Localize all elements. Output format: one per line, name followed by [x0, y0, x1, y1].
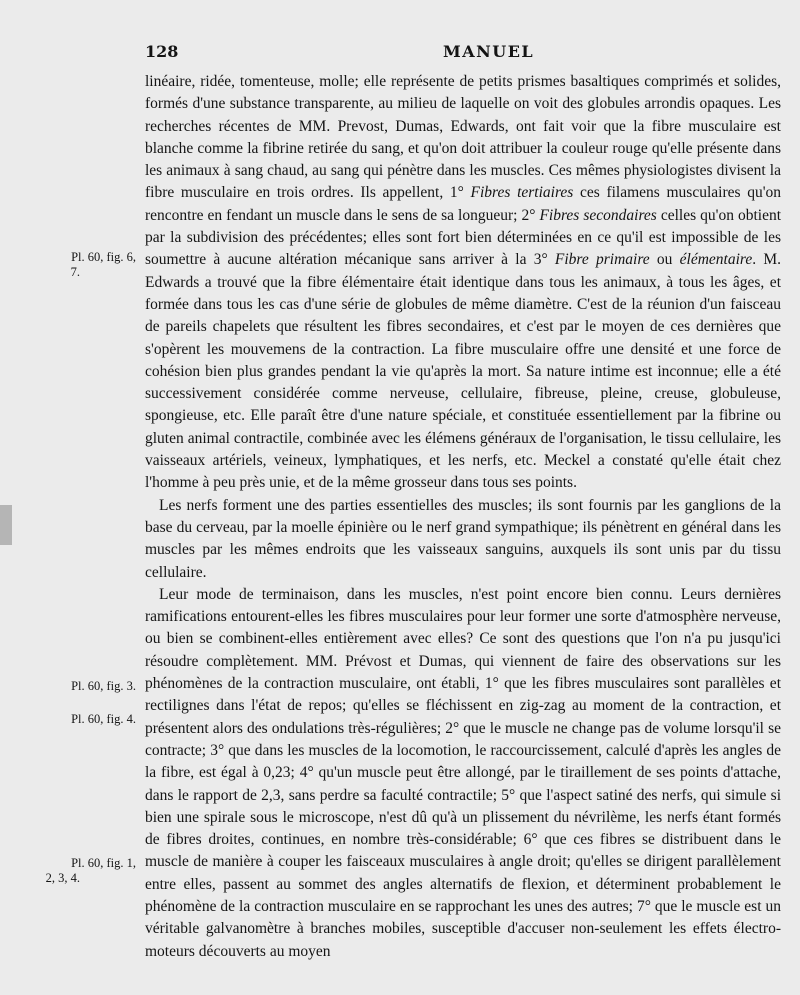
margin-note-line: Pl. 60, fig. 6,	[71, 250, 136, 264]
italic-term: élémentaire	[679, 251, 753, 269]
margin-note-plate-ref	[6, 250, 136, 280]
paragraph-text: . M. Edwards a trouvé que la fibre élémentaire était identique dans tous les animaux, à tous les âges, et formée dans tous les cas d'une série de globules de même diamètre. C'est de la réunion d'un faisceau de pareils chapelets que résultent les fibres secondaires, et c'est par le moyen de ces dernières que s'opèrent les mouvemens de la contraction. La fibre musculaire offre une densité et une force de cohésion bien plus grandes pendant la vie qu'après la mort. Sa nature intime est inconnue; elle a été successivement considérée comme nerveuse, cellulaire, fibreuse, pleine, creuse, globuleuse, spongieuse, etc. Elle paraît être d'une nature spéciale, et constituée essentiellement par la fibrine ou gluten animal contractile, combinée avec les élémens généraux de l'organisation, le tissu cellulaire, les vaisseaux artériels, veineux, lymphatiques, et les nerfs, etc. Meckel a constaté qu'elle était chez l'homme à peu près unie, et de la même grosseur dans tous ses points.	[145, 251, 781, 492]
margin-note-line: 7.	[70, 265, 80, 279]
paragraph-text: linéaire, ridée, tomenteuse, molle; elle représente de petits prismes basaltiques comprimés et solides, formés d'une substance transparente, au milieu de laquelle on voit des globules arrondis opaques. Les recherches récentes de MM. Prevost, Dumas, Edwards, ont fait voir que la fibre musculaire est blanche comme la fibrine retirée du sang, et qu'on doit attribuer la couleur rouge qu'elle présente dans les animaux à sang chaud, au sang qui pénètre dans les muscles. Ces mêmes physiologistes divisent la fibre musculaire en trois ordres. Ils appellent, 1°	[145, 73, 781, 202]
running-head: MANUEL	[443, 42, 535, 61]
margin-note-plate-ref	[6, 679, 136, 694]
margin-note-line: 2, 3, 4.	[45, 871, 80, 885]
margin-note-plate-ref	[6, 712, 136, 727]
margin-note-line: Pl. 60, fig. 4.	[71, 712, 136, 726]
body-paragraph	[145, 495, 781, 584]
paragraph-text: Leur mode de terminaison, dans les muscles, n'est point encore bien connu. Leurs dernières ramifications entourent-elles les fibres musculaires pour leur former une sorte d'atmosphère nerveuse, ou bien se combinent-elles entièrement avec elles? Ce sont des questions que l'on n'a pu jusqu'ici résoudre complètement. MM. Prévost et Dumas, qui viennent de faire des observations sur les phénomènes de la contraction musculaire, ont établi, 1° que les fibres musculaires sont parallèles et rectilignes dans l'état de repos; qu'elles se fléchissent en zig-zag au moment de la contraction, et présentent alors des ondulations très-régulières; 2° que le muscle ne change pas de volume lorsqu'il se contracte; 3° que dans les muscles de la locomotion, le raccourcissement, calculé d'après les angles de la fibre, est égal à 0,23; 4° qu'un muscle peut être allongé, par le tiraillement de ses points d'attache, dans le rapport de 2,3, sans perdre sa faculté contractile; 5° que l'aspect satiné des nerfs, qui simule si bien une spirale sous le microscope, n'est dû qu'à un plissement du névrilème, les nerfs étant formés de fibres droites, continues, en nombre très-considérable; 6° que ces fibres se distribuent dans le muscle de manière à couper les faisceaux musculaires à angle droit; qu'elles se dirigent parallèlement entre elles, passent au sommet des angles alternatifs de flexion, et déterminent probablement le phénomène de la contraction musculaire en se rapprochant les unes des autres; 7° que le muscle est un véritable galvanomètre à branches mobiles, susceptible d'accuser non-seulement les effets électro-moteurs découverts au moyen	[145, 585, 781, 960]
body-paragraph	[145, 71, 781, 495]
paragraph-text: ou	[649, 251, 680, 269]
italic-term: Fibres tertiaires	[470, 184, 574, 202]
body-text	[145, 71, 781, 963]
page-number: 128	[145, 42, 179, 61]
page-edge-smudge	[0, 505, 12, 545]
paragraph-text: celles qu'on obtient par la subdivision des précédentes; elles sont fort bien déterminées en ce qu'il est impossible de les soumettre à aucune altération mécanique sans arriver à la 3°	[145, 206, 782, 269]
margin-note-plate-ref	[6, 856, 136, 886]
paragraph-text: ces filamens musculaires qu'on rencontre en fendant un muscle dans le sens de sa longueur; 2°	[145, 184, 781, 224]
margin-note-line: Pl. 60, fig. 3.	[71, 679, 136, 693]
italic-term: Fibre primaire	[554, 251, 650, 269]
body-paragraph	[145, 584, 781, 963]
margin-note-line: Pl. 60, fig. 1,	[71, 856, 136, 870]
page-header	[145, 42, 781, 68]
italic-term: Fibres secondaires	[539, 206, 657, 224]
paragraph-text: Les nerfs forment une des parties essentielles des muscles; ils sont fournis par les ganglions de la base du cerveau, par la moelle épinière ou le nerf grand sympathique; ils pénètrent en général dans les muscles par les mêmes endroits que les vaisseaux sanguins, auxquels ils sont unis par du tissu cellulaire.	[145, 496, 781, 581]
